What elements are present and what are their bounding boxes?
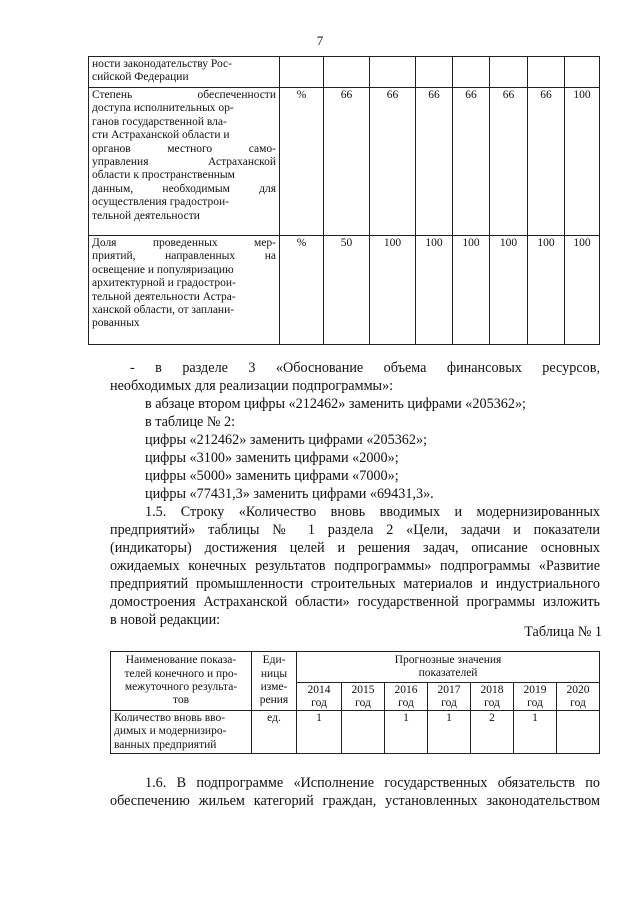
unit-cell: % [280, 236, 324, 345]
value-cell: 100 [528, 236, 565, 345]
section3-line: необходимых для реализации подпрограммы»: [110, 378, 394, 394]
unit-cell: % [280, 88, 324, 236]
table-row [111, 711, 600, 754]
table-caption: Таблица № 1 [524, 624, 602, 640]
value-cell: 1 [428, 711, 471, 754]
header-year: 2020 год [557, 683, 600, 711]
value-cell [342, 711, 385, 754]
header-indicator-name: Наименование показа- телей конечного и про- межуточного результа- тов [111, 652, 252, 711]
value-cell [565, 57, 600, 88]
paragraph-1-5-line: в новой редакции: [110, 612, 221, 628]
table-header-row [111, 652, 600, 683]
replacement-line: цифры «3100» заменить цифрами «2000»; [145, 450, 399, 466]
replacement-line: в таблице № 2: [145, 414, 236, 430]
header-year: 2014 год [297, 683, 342, 711]
value-cell [557, 711, 600, 754]
value-cell: 100 [453, 236, 490, 345]
value-cell: 100 [565, 236, 600, 345]
value-cell [453, 57, 490, 88]
value-cell: 100 [490, 236, 528, 345]
value-cell: 66 [453, 88, 490, 236]
value-cell: 100 [370, 236, 416, 345]
value-cell: 50 [324, 236, 370, 345]
value-cell [370, 57, 416, 88]
paragraph-1-5-line: предприятий» таблицы № 1 раздела 2 «Цели, задачи и показатели [110, 522, 600, 538]
value-cell: 1 [297, 711, 342, 754]
paragraph-1-6-line: 1.6. В подпрограмме «Исполнение государственных обязательств по [145, 775, 600, 791]
header-year: 2018 год [471, 683, 514, 711]
paragraph-1-6-line: обеспечению жильем категорий граждан, установленных законодательством [110, 793, 600, 809]
paragraph-1-5-line: (индикаторы) достижения целей и решения задач, описание основных [110, 540, 600, 556]
indicator-name-cell: Количество вновь вво- димых и модернизиро- ванных предприятий [111, 711, 252, 754]
paragraph-1-5-line: домостроения Астраханской области» государственной программы изложить [110, 594, 600, 610]
header-year: 2016 год [385, 683, 428, 711]
replacement-line: цифры «5000» заменить цифрами «7000»; [145, 468, 399, 484]
indicators-table [88, 56, 600, 345]
table-row [89, 236, 600, 345]
paragraph-1-5-line: ожидаемых конечных результатов подпрограммы» подпрограммы «Развитие [110, 558, 600, 574]
value-cell: 66 [490, 88, 528, 236]
section3-line: - в разделе 3 «Обоснование объема финансовых ресурсов, [130, 360, 600, 376]
header-forecast: Прогнозные значения показателей [297, 652, 600, 683]
value-cell: 100 [416, 236, 453, 345]
indicator-name-cell: Степень обеспеченности доступа исполнительных ор- ганов государственной вла- сти Астраханской области и органов местного само- управления Астраханской области к пространственным данным, необходимым для осуществления градострои- тельной деятельности [89, 88, 280, 236]
unit-cell [280, 57, 324, 88]
value-cell: 66 [528, 88, 565, 236]
value-cell: 100 [565, 88, 600, 236]
replacement-line: цифры «77431,3» заменить цифрами «69431,3». [145, 486, 434, 502]
value-cell [416, 57, 453, 88]
indicator-name-cell: ности законодательству Рос- сийской Федерации [89, 57, 280, 88]
value-cell: 66 [370, 88, 416, 236]
value-cell: 2 [471, 711, 514, 754]
paragraph-1-5-line: предприятий промышленности строительных материалов и индустриального [110, 576, 600, 592]
value-cell: 1 [385, 711, 428, 754]
forecast-table [110, 651, 600, 754]
table-row [89, 57, 600, 88]
unit-cell: ед. [252, 711, 297, 754]
value-cell: 66 [324, 88, 370, 236]
value-cell [490, 57, 528, 88]
value-cell: 1 [514, 711, 557, 754]
paragraph-1-5-line: 1.5. Строку «Количество вновь вводимых и модернизированных [145, 504, 600, 520]
indicator-name-cell: Доля проведенных мер- приятий, направленных на освещение и популяризацию архитектурной и градострои- тельной деятельности Астра- ханской области, от заплани- рованных [89, 236, 280, 345]
page-number: 7 [316, 33, 324, 48]
value-cell [528, 57, 565, 88]
replacement-line: в абзаце втором цифры «212462» заменить цифрами «205362»; [145, 396, 526, 412]
header-year: 2017 год [428, 683, 471, 711]
replacement-line: цифры «212462» заменить цифрами «205362»; [145, 432, 428, 448]
header-year: 2015 год [342, 683, 385, 711]
value-cell [324, 57, 370, 88]
table-row [89, 88, 600, 236]
value-cell: 66 [416, 88, 453, 236]
header-unit: Еди- ницы изме- рения [252, 652, 297, 711]
header-year: 2019 год [514, 683, 557, 711]
